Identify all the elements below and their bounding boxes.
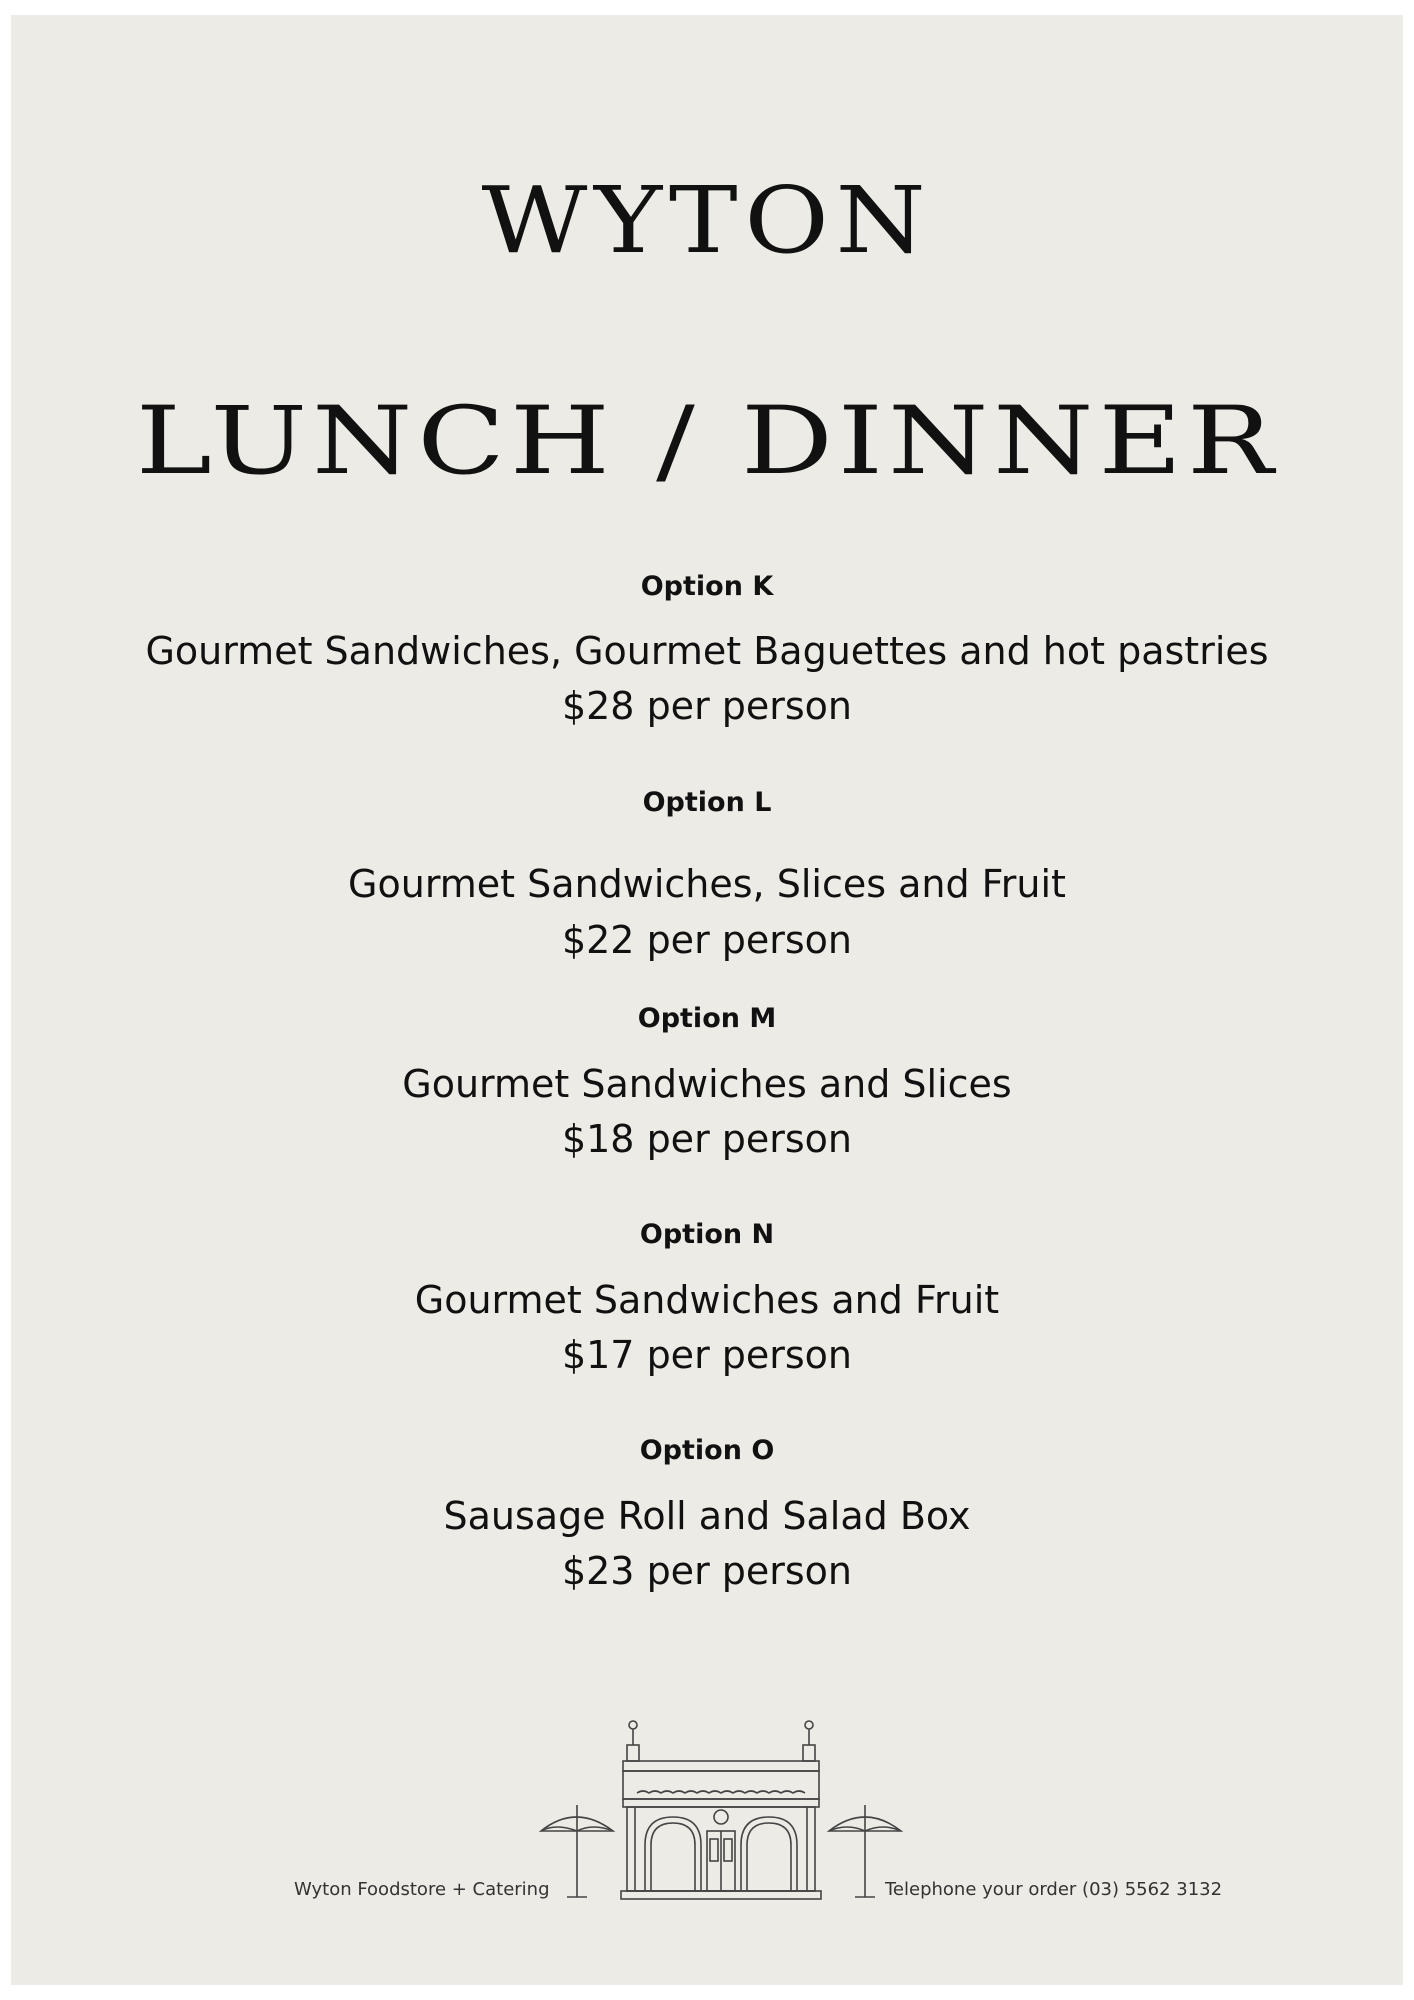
option-o-price: $23 per person: [561, 1549, 853, 1593]
option-k-label: Option K: [640, 571, 774, 602]
page-title: LUNCH / DINNER: [135, 387, 1279, 496]
option-n-description: Gourmet Sandwiches and Fruit: [414, 1278, 1000, 1322]
option-k-description: Gourmet Sandwiches, Gourmet Baguettes and hot pastries: [145, 629, 1269, 673]
option-m-label: Option M: [637, 1003, 777, 1034]
storefront-with-umbrellas-icon: [531, 1705, 911, 1909]
option-k-price: $28 per person: [561, 684, 853, 728]
footer-store-name: Wyton Foodstore + Catering: [294, 1879, 550, 1900]
option-l-label: Option L: [642, 787, 772, 818]
option-m-price: $18 per person: [561, 1117, 853, 1161]
option-o-label: Option O: [639, 1435, 775, 1466]
option-l-description: Gourmet Sandwiches, Slices and Fruit: [348, 862, 1066, 906]
footer-telephone: Telephone your order (03) 5562 3132: [885, 1879, 1223, 1900]
brand-logo: WYTON: [481, 167, 933, 274]
menu-page: [11, 15, 1403, 1985]
option-n-label: Option N: [639, 1219, 775, 1250]
option-n-price: $17 per person: [561, 1333, 853, 1377]
option-l-price: $22 per person: [561, 918, 853, 962]
option-m-description: Gourmet Sandwiches and Slices: [402, 1062, 1012, 1106]
option-o-description: Sausage Roll and Salad Box: [443, 1494, 971, 1538]
